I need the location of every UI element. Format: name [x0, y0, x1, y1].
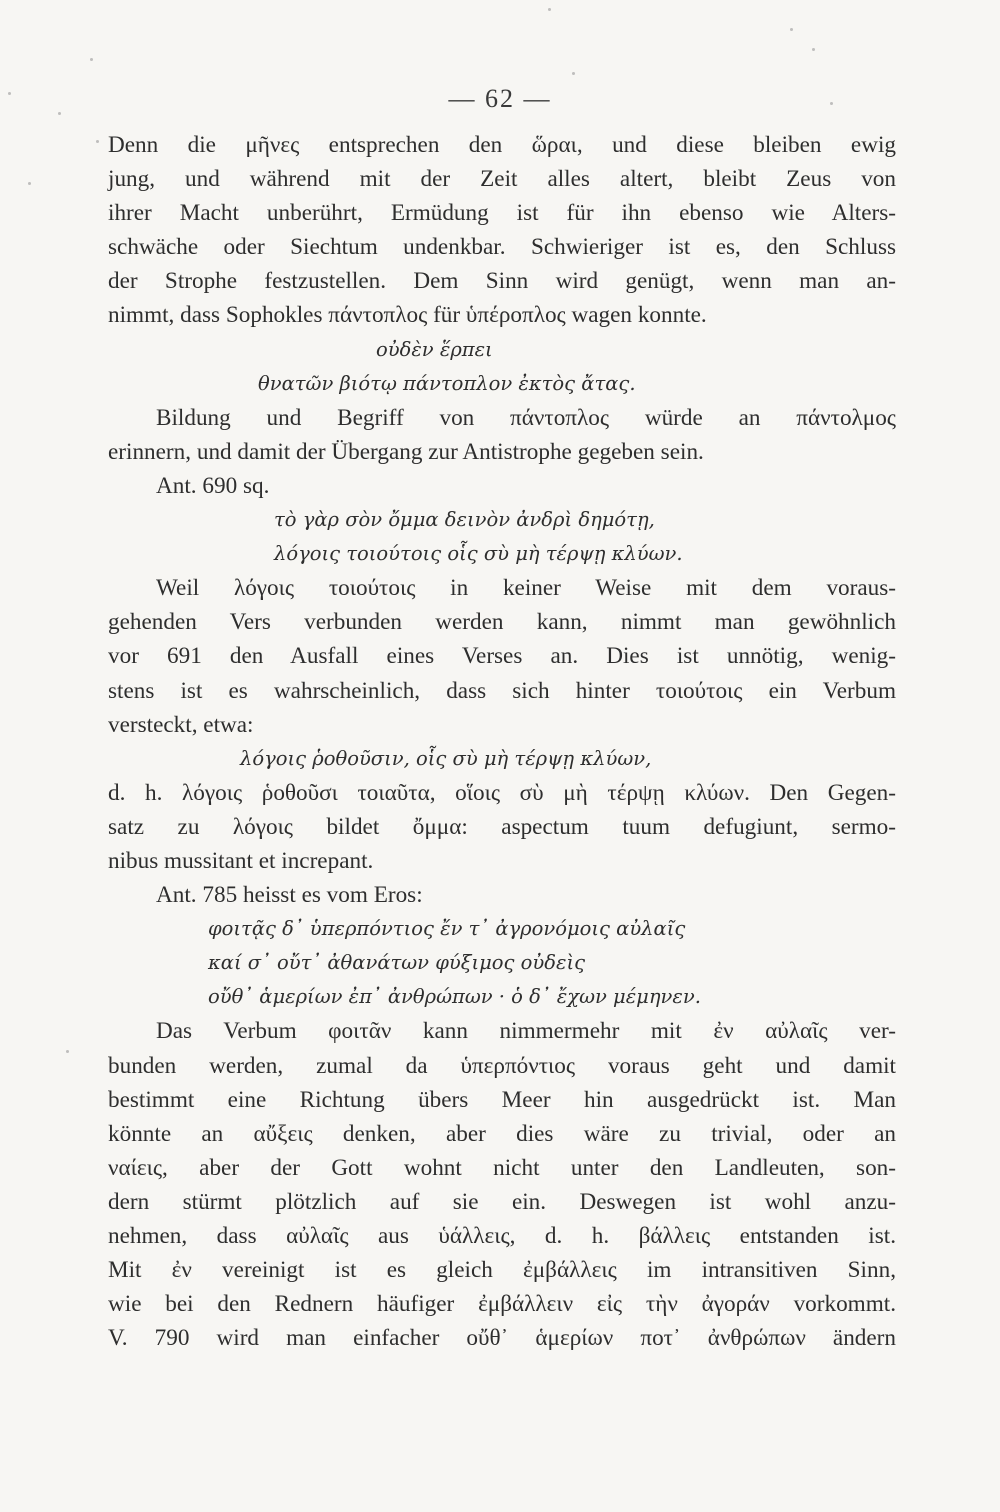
verse-line: καί σ᾽ οὔτ᾽ ἀθανάτων φύξιμος οὐδεὶς	[208, 951, 586, 975]
page-number: — 62 —	[448, 84, 552, 113]
text-line: Mit ἐν vereinigt ist es gleich ἐμβάλλεις im intransitiven Sinn,	[108, 1257, 896, 1284]
verse-line: οὐδὲν ἕρπει	[376, 337, 493, 361]
text-line: V. 790 wird man einfacher οὔθ᾽ ἁμερίων ποτ᾽ ἀνθρώπων ändern	[108, 1325, 896, 1352]
text-line: Ant. 690 sq.	[156, 472, 270, 499]
verse-line: φοιτᾷς δ᾽ ὑπερπόντιος ἔν τ᾽ ἀγρονόμοις αὐλαῖς	[208, 917, 686, 941]
text-line: nibus mussitant et increpant.	[108, 847, 374, 874]
text-line: könnte an αὔξεις denken, aber dies wäre zu trivial, oder an	[108, 1120, 896, 1147]
text-line: erinnern, und damit der Übergang zur Antistrophe gegeben sein.	[108, 438, 704, 465]
text-line: jung, und während mit der Zeit alles altert, bleibt Zeus von	[108, 166, 896, 193]
scan-speck	[548, 8, 551, 11]
text-line: nimmt, dass Sophokles πάντοπλος für ὑπέροπλος wagen konnte.	[108, 302, 707, 329]
text-line: Bildung und Begriff von πάντοπλος würde an πάντολμος	[156, 404, 896, 431]
text-line: dern stürmt plötzlich auf sie ein. Deswegen ist wohl anzu-	[108, 1188, 896, 1215]
scan-speck	[66, 1050, 69, 1053]
verse-line: τὸ γὰρ σὸν ὄμμα δεινὸν ἀνδρὶ δημότῃ,	[274, 508, 655, 532]
text-line: Weil λόγοις τοιούτοις in keiner Weise mit dem voraus-	[156, 575, 896, 602]
scan-speck	[96, 140, 99, 143]
verse-line: λόγοις ῥοθοῦσιν, οἷς σὺ μὴ τέρψῃ κλύων,	[240, 746, 652, 770]
text-line: nehmen, dass αὐλαῖς aus ὑάλλεις, d. h. βάλλεις entstanden ist.	[108, 1223, 896, 1249]
text-line: Ant. 785 heisst es vom Eros:	[156, 882, 423, 909]
verse-line: οὔθ᾽ ἁμερίων ἐπ᾽ ἀνθρώπων · ὁ δ᾽ ἔχων μέμηνεν.	[208, 985, 701, 1009]
text-line: versteckt, etwa:	[108, 711, 254, 738]
scan-speck	[572, 72, 575, 75]
text-line: bestimmt eine Richtung übers Meer hin ausgedrückt ist. Man	[108, 1086, 896, 1113]
text-line: gehenden Vers verbunden werden kann, nimmt man gewöhnlich	[108, 609, 896, 636]
text-line: ihrer Macht unberührt, Ermüdung ist für ihn ebenso wie Alters-	[108, 200, 896, 227]
body-text	[108, 128, 896, 1355]
text-line: d. h. λόγοις ῥοθοῦσι τοιαῦτα, οἵοις σὺ μὴ τέρψῃ κλύων. Den Gegen-	[108, 779, 896, 806]
scan-speck	[790, 28, 793, 31]
text-line: der Strophe festzustellen. Dem Sinn wird genügt, wenn man an-	[108, 268, 896, 295]
text-line: satz zu λόγοις bildet ὄμμα: aspectum tuum defugiunt, sermo-	[108, 813, 896, 840]
text-line: Das Verbum φοιτᾶν kann nimmermehr mit ἐν αὐλαῖς ver-	[156, 1018, 896, 1045]
text-line: stens ist es wahrscheinlich, dass sich hinter τοιούτοις ein Verbum	[108, 677, 896, 704]
scan-speck	[28, 182, 31, 185]
verse-line: λόγοις τοιούτοις οἷς σὺ μὴ τέρψῃ κλύων.	[274, 542, 683, 566]
text-line: Denn die μῆνες entsprechen den ὥραι, und diese bleiben ewig	[108, 132, 896, 158]
text-line: vor 691 den Ausfall eines Verses an. Dies ist unnötig, wenig-	[108, 643, 896, 670]
scan-speck	[90, 58, 93, 61]
verse-line: θνατῶν βιότῳ πάντοπλον ἐκτὸς ἄτας.	[258, 371, 636, 395]
text-line: ναίεις, aber der Gott wohnt nicht unter den Landleuten, son-	[108, 1154, 896, 1181]
text-line: schwäche oder Siechtum undenkbar. Schwieriger ist es, den Schluss	[108, 234, 896, 261]
scan-speck	[812, 48, 815, 51]
text-line: wie bei den Rednern häufiger ἐμβάλλειν εἰς τὴν ἀγοράν vorkommt.	[108, 1291, 896, 1318]
text-line: bunden werden, zumal da ὑπερπόντιος voraus geht und damit	[108, 1052, 896, 1079]
